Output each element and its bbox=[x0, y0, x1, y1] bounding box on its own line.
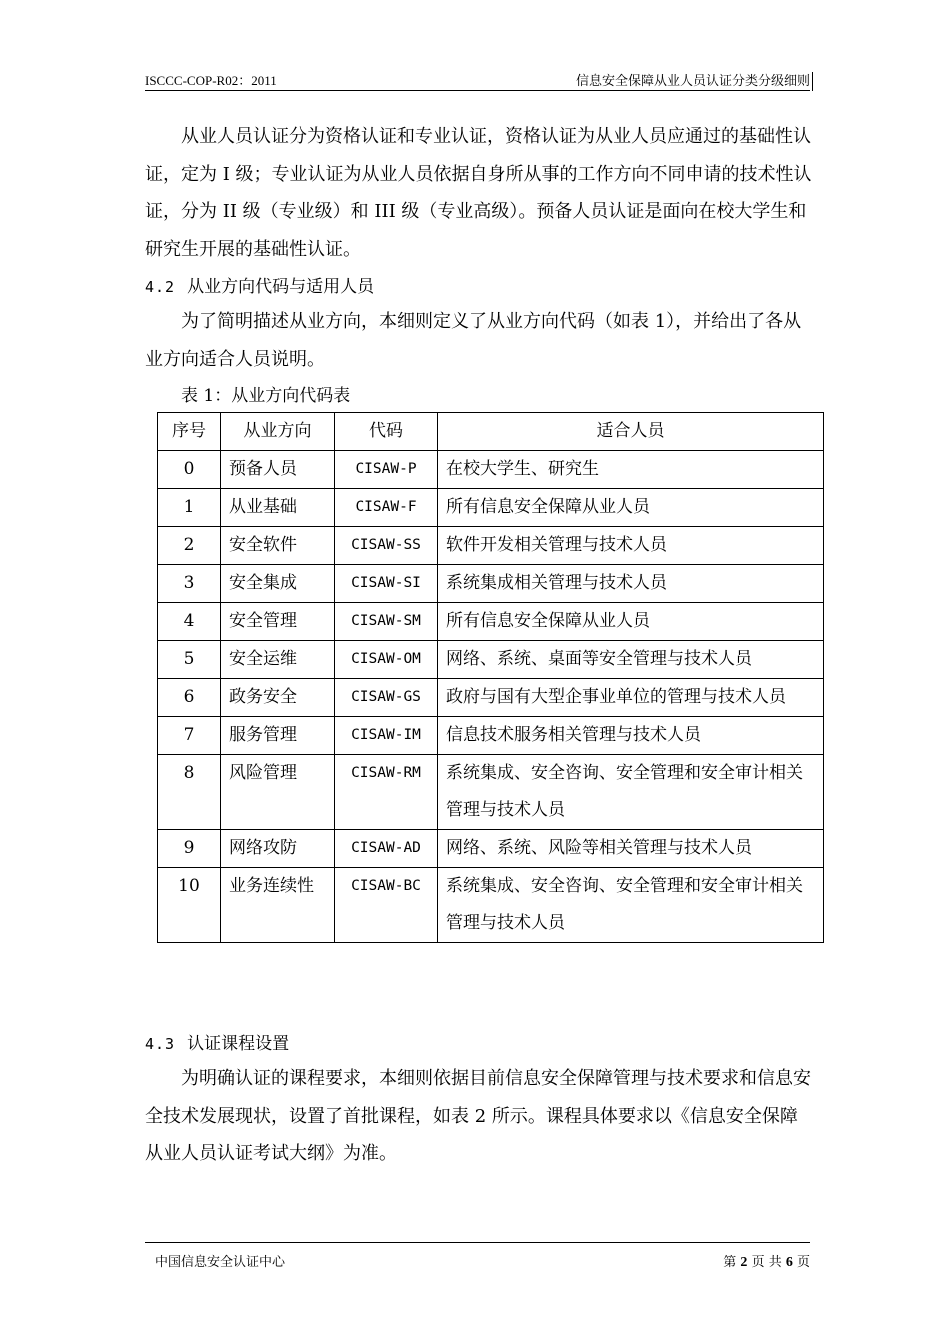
table-row bbox=[158, 717, 824, 755]
cell-code: CISAW-GS bbox=[335, 679, 438, 717]
cell-people: 所有信息安全保障从业人员 bbox=[438, 489, 824, 527]
col-header-people: 适合人员 bbox=[438, 413, 824, 451]
cell-direction: 政务安全 bbox=[221, 679, 335, 717]
cell-people: 软件开发相关管理与技术人员 bbox=[438, 527, 824, 565]
doc-code: ISCCC-COP-R02：2011 bbox=[145, 73, 277, 88]
cell-code: CISAW-BC bbox=[335, 868, 438, 943]
section-4-3-paragraph: 为明确认证的课程要求，本细则依据目前信息安全保障管理与技术要求和信息安全技术发展现状，设置了首批课程，如表 2 所示。课程具体要求以《信息安全保障从业人员认证考试大纲》为准。 bbox=[145, 1068, 811, 1165]
cell-people: 网络、系统、桌面等安全管理与技术人员 bbox=[438, 641, 824, 679]
section-number: 4.3 bbox=[145, 1035, 176, 1053]
cell-people: 网络、系统、风险等相关管理与技术人员 bbox=[438, 830, 824, 868]
cell-seq: 8 bbox=[158, 755, 221, 830]
direction-code-table bbox=[157, 412, 824, 943]
table-row bbox=[158, 679, 824, 717]
cell-seq: 4 bbox=[158, 603, 221, 641]
cell-seq: 5 bbox=[158, 641, 221, 679]
cell-seq: 6 bbox=[158, 679, 221, 717]
cell-direction: 安全运维 bbox=[221, 641, 335, 679]
table-row bbox=[158, 868, 824, 943]
section-title: 从业方向代码与适用人员 bbox=[187, 277, 375, 297]
table-row bbox=[158, 565, 824, 603]
page-indicator: 第 2 页 共 6 页 bbox=[723, 1255, 810, 1270]
total-pages: 6 bbox=[785, 1255, 793, 1270]
cell-people: 在校大学生、研究生 bbox=[438, 451, 824, 489]
cell-direction: 业务连续性 bbox=[221, 868, 335, 943]
cell-code: CISAW-SM bbox=[335, 603, 438, 641]
cell-direction: 预备人员 bbox=[221, 451, 335, 489]
cell-code: CISAW-OM bbox=[335, 641, 438, 679]
cell-seq: 9 bbox=[158, 830, 221, 868]
section-title: 认证课程设置 bbox=[187, 1034, 290, 1054]
cell-code: CISAW-SS bbox=[335, 527, 438, 565]
cell-code: CISAW-SI bbox=[335, 565, 438, 603]
cell-seq: 2 bbox=[158, 527, 221, 565]
cell-direction: 服务管理 bbox=[221, 717, 335, 755]
cell-code: CISAW-AD bbox=[335, 830, 438, 868]
cell-code: CISAW-P bbox=[335, 451, 438, 489]
cell-people: 系统集成、安全咨询、安全管理和安全审计相关管理与技术人员 bbox=[438, 755, 824, 830]
col-header-direction: 从业方向 bbox=[221, 413, 335, 451]
table-row bbox=[158, 451, 824, 489]
cell-code: CISAW-F bbox=[335, 489, 438, 527]
table-row bbox=[158, 830, 824, 868]
cell-people: 信息技术服务相关管理与技术人员 bbox=[438, 717, 824, 755]
cell-seq: 1 bbox=[158, 489, 221, 527]
cell-code: CISAW-IM bbox=[335, 717, 438, 755]
page-footer bbox=[145, 1242, 810, 1270]
table-row bbox=[158, 755, 824, 830]
section-4-2-heading bbox=[145, 272, 374, 297]
cell-people: 系统集成、安全咨询、安全管理和安全审计相关管理与技术人员 bbox=[438, 868, 824, 943]
cell-direction: 网络攻防 bbox=[221, 830, 335, 868]
current-page: 2 bbox=[740, 1255, 748, 1270]
footer-org: 中国信息安全认证中心 bbox=[155, 1255, 286, 1270]
cell-seq: 7 bbox=[158, 717, 221, 755]
col-header-code: 代码 bbox=[335, 413, 438, 451]
cell-people: 系统集成相关管理与技术人员 bbox=[438, 565, 824, 603]
col-header-seq: 序号 bbox=[158, 413, 221, 451]
table-row bbox=[158, 603, 824, 641]
cell-direction: 风险管理 bbox=[221, 755, 335, 830]
cell-seq: 10 bbox=[158, 868, 221, 943]
table-row bbox=[158, 489, 824, 527]
section-4-2-paragraph: 为了简明描述从业方向，本细则定义了从业方向代码（如表 1），并给出了各从业方向适合人员说明。 bbox=[145, 311, 802, 370]
table-header-row bbox=[158, 413, 824, 451]
intro-paragraph: 从业人员认证分为资格认证和专业认证，资格认证为从业人员应通过的基础性认证，定为 I 级；专业认证为从业人员依据自身所从事的工作方向不同申请的技术性认证，分为 II 级（专业级）和 III 级（专业高级）。预备人员认证是面向在校大学生和研究生开展的基础性认证。 bbox=[145, 126, 812, 260]
cell-direction: 安全集成 bbox=[221, 565, 335, 603]
cell-code: CISAW-RM bbox=[335, 755, 438, 830]
page-header bbox=[145, 66, 810, 91]
cell-seq: 3 bbox=[158, 565, 221, 603]
section-4-3-heading bbox=[145, 1029, 289, 1054]
doc-title: 信息安全保障从业人员认证分类分级细则 bbox=[575, 74, 810, 89]
cell-direction: 安全软件 bbox=[221, 527, 335, 565]
cell-seq: 0 bbox=[158, 451, 221, 489]
cell-direction: 安全管理 bbox=[221, 603, 335, 641]
cell-people: 政府与国有大型企事业单位的管理与技术人员 bbox=[438, 679, 824, 717]
cell-people: 所有信息安全保障从业人员 bbox=[438, 603, 824, 641]
table-caption: 表 1：从业方向代码表 bbox=[181, 386, 351, 406]
table-row bbox=[158, 641, 824, 679]
header-corner-line bbox=[812, 72, 813, 91]
section-number: 4.2 bbox=[145, 278, 176, 296]
cell-direction: 从业基础 bbox=[221, 489, 335, 527]
table-row bbox=[158, 527, 824, 565]
